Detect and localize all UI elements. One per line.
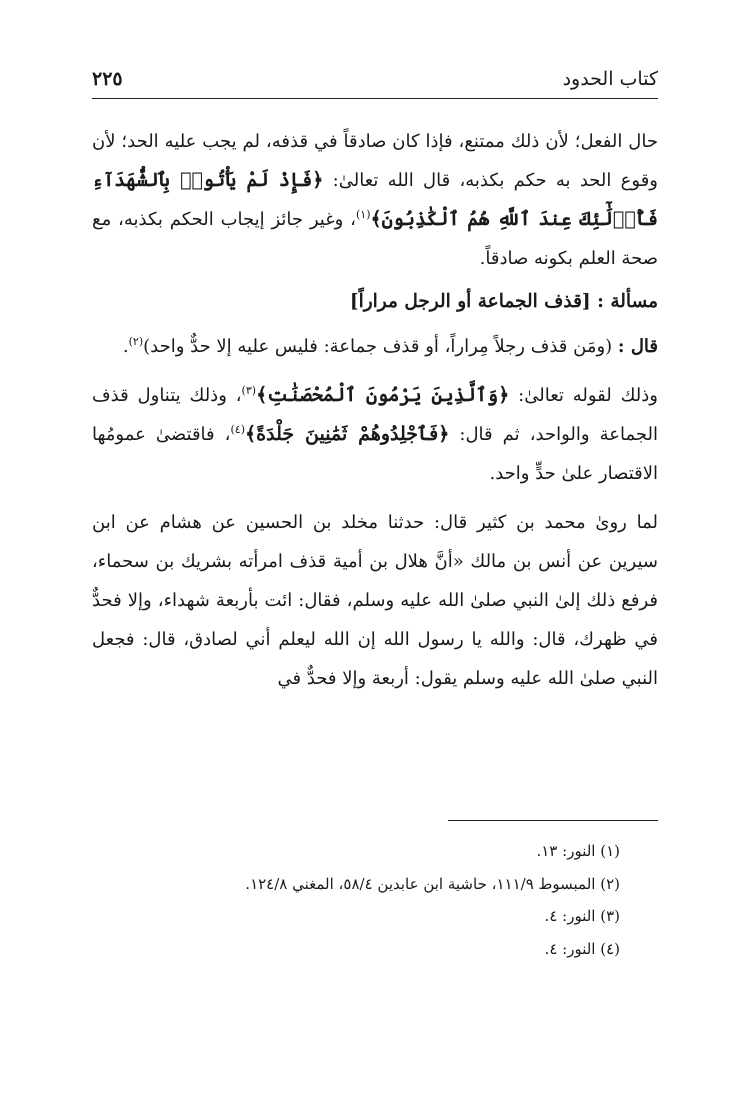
- footnote-ref-2: (٢): [128, 335, 144, 348]
- qala-label: قال :: [617, 336, 658, 357]
- footnote-3: (٣) النور: ٤.: [544, 907, 620, 925]
- issue-title: مسألة : [قذف الجماعة أو الرجل مراراً]: [349, 291, 658, 312]
- paragraph-3-text-b: ، وذلك يتناول قذف الجماعة والواحد، ثم قال:: [92, 385, 658, 445]
- footnote-1: (١) النور: ١٣.: [536, 842, 620, 860]
- paragraph-1: [92, 122, 658, 278]
- paragraph-3-text-c: ، فاقتضىٰ عمومُها الاقتصار علىٰ حدٍّ واحد.: [92, 424, 658, 484]
- footnote-ref-4: (٤): [230, 423, 246, 436]
- quran-verse-2: ﴿وَٱلَّذِينَ يَرْمُونَ ٱلْمُحْصَنَٰتِ﴾: [256, 384, 510, 406]
- paragraph-3: [92, 376, 658, 493]
- running-header: [92, 62, 658, 99]
- paragraph-1-text-a: حال الفعل؛ لأن ذلك ممتنع، فإذا كان صادقاً في قذفه، لم يجب عليه الحد؛ لأن وقوع الحد به حكم بكذبه، قال الله تعالىٰ:: [92, 131, 658, 191]
- footnotes: [92, 835, 658, 965]
- footnote-4: (٤) النور: ٤.: [544, 939, 620, 958]
- quran-verse-1: ﴿فَإِذْ لَمْ يَأْتُوا۟ بِٱلشُّهَدَآءِ فَأُو۟لَٰٓئِكَ عِندَ ٱللَّهِ هُمُ ٱلْكَٰذِبُونَ﴾: [92, 169, 658, 230]
- paragraph-2-text: (ومَن قذف رجلاً مِراراً، أو قذف جماعة: فليس عليه إلا حدٌّ واحد): [143, 336, 618, 357]
- paragraph-2: [92, 327, 658, 366]
- main-text: [92, 122, 658, 698]
- footnote-2: (٢) المبسوط ١١١/٩، حاشية ابن عابدين ٥٨/٤، المغني ١٢٤/٨.: [245, 874, 620, 893]
- quran-verse-3: ﴿فَٱجْلِدُوهُمْ ثَمَٰنِينَ جَلْدَةً﴾: [245, 423, 450, 445]
- paragraph-4: لما روىٰ محمد بن كثير قال: حدثنا مخلد بن الحسين عن هشام عن ابن سيرين عن أنس بن مالك «أنَّ هلال بن أمية قذف امرأته بشريك بن سحماء، فرفع ذلك إلىٰ النبي صلىٰ الله عليه وسلم، فقال: ائت بأربعة شهداء، وإلا فحدٌّ في ظهرك، قال: والله يا رسول الله إن الله ليعلم أني لصادق، قال: فجعل النبي صلىٰ الله عليه وسلم يقول: أربعة وإلا فحدٌّ في: [92, 512, 658, 689]
- footnote-divider: [448, 820, 658, 821]
- paragraph-1-text-b: ، وغير جائز إيجاب الحكم بكذبه، مع صحة العلم بكونه صادقاً.: [92, 209, 658, 269]
- paragraph-2-end: .: [122, 336, 129, 357]
- footnote-ref-1: (١): [355, 208, 371, 221]
- footnote-ref-3: (٣): [241, 384, 257, 397]
- book-title: كتاب الحدود: [562, 68, 658, 90]
- paragraph-3-text-a: وذلك لقوله تعالىٰ:: [509, 385, 658, 406]
- page-number: ٢٢٥: [92, 68, 123, 90]
